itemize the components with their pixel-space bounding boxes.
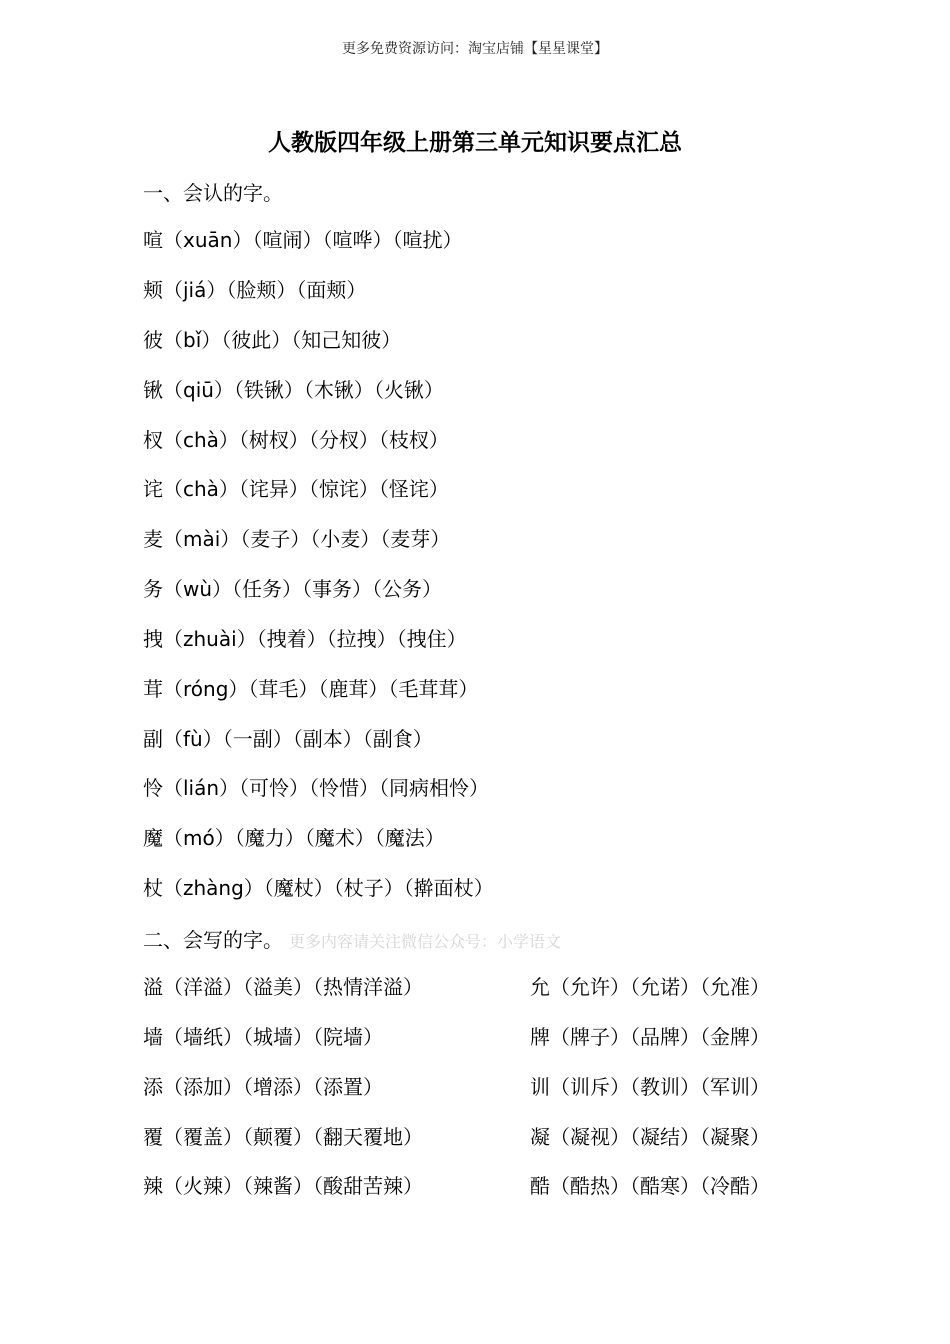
write-right-line-4: 凝（凝视）（凝结）（凝聚） xyxy=(530,1125,770,1149)
watermark-text: 更多内容请关注微信公众号：小学语文 xyxy=(289,932,562,951)
write-left-line-1: 溢（洋溢）（溢美）（热情洋溢） xyxy=(143,975,423,999)
write-right-line-5: 酷（酷热）（酷寒）（冷酷） xyxy=(530,1174,770,1198)
write-left-line-5: 辣（火辣）（辣酱）（酸甜苦辣） xyxy=(143,1174,423,1198)
write-left-line-3: 添（添加）（增添）（添置） xyxy=(143,1075,383,1099)
write-left-line-2: 墙（墙纸）（城墙）（院墙） xyxy=(143,1025,383,1049)
recognize-line-4: 锹（qiū）（铁锹）（木锹）（火锹） xyxy=(143,378,444,402)
recognize-line-3: 彼（bǐ）（彼此）（知己知彼） xyxy=(143,328,402,352)
write-right-line-2: 牌（牌子）（品牌）（金牌） xyxy=(530,1025,770,1049)
section-2-heading-text: 二、会写的字。 xyxy=(143,928,283,952)
section-1-heading-text: 一、会认的字。 xyxy=(143,181,283,205)
recognize-line-11: 副（fù）（一副）（副本）（副食） xyxy=(143,727,433,751)
section-1-heading xyxy=(143,177,283,206)
recognize-line-1: 喧（xuān）（喧闹）（喧哗）（喧扰） xyxy=(143,228,463,252)
header-note: 更多免费资源访问：淘宝店铺【星星课堂】 xyxy=(342,41,608,57)
recognize-line-6: 诧（chà）（诧异）（惊诧）（怪诧） xyxy=(143,477,449,501)
recognize-line-9: 拽（zhuài）（拽着）（拉拽）（拽住） xyxy=(143,627,467,651)
recognize-line-8: 务（wù）（任务）（事务）（公务） xyxy=(143,577,443,601)
recognize-line-13: 魔（mó）（魔力）（魔术）（魔法） xyxy=(143,826,445,850)
section-2-heading xyxy=(143,924,561,953)
recognize-line-2: 颊（jiá）（脸颊）（面颊） xyxy=(143,278,367,302)
recognize-line-12: 怜（lián）（可怜）（怜惜）（同病相怜） xyxy=(143,776,490,800)
recognize-line-7: 麦（mài）（麦子）（小麦）（麦芽） xyxy=(143,527,451,551)
document-title: 人教版四年级上册第三单元知识要点汇总 xyxy=(268,130,682,156)
write-right-line-1: 允（允许）（允诺）（允准） xyxy=(530,975,770,999)
recognize-line-10: 茸（róng）（茸毛）（鹿茸）（毛茸茸） xyxy=(143,677,479,701)
recognize-line-5: 杈（chà）（树杈）（分杈）（枝杈） xyxy=(143,428,449,452)
recognize-line-14: 杖（zhàng）（魔杖）（杖子）（擀面杖） xyxy=(143,876,494,900)
write-right-line-3: 训（训斥）（教训）（军训） xyxy=(530,1075,770,1099)
write-left-line-4: 覆（覆盖）（颠覆）（翻天覆地） xyxy=(143,1125,423,1149)
